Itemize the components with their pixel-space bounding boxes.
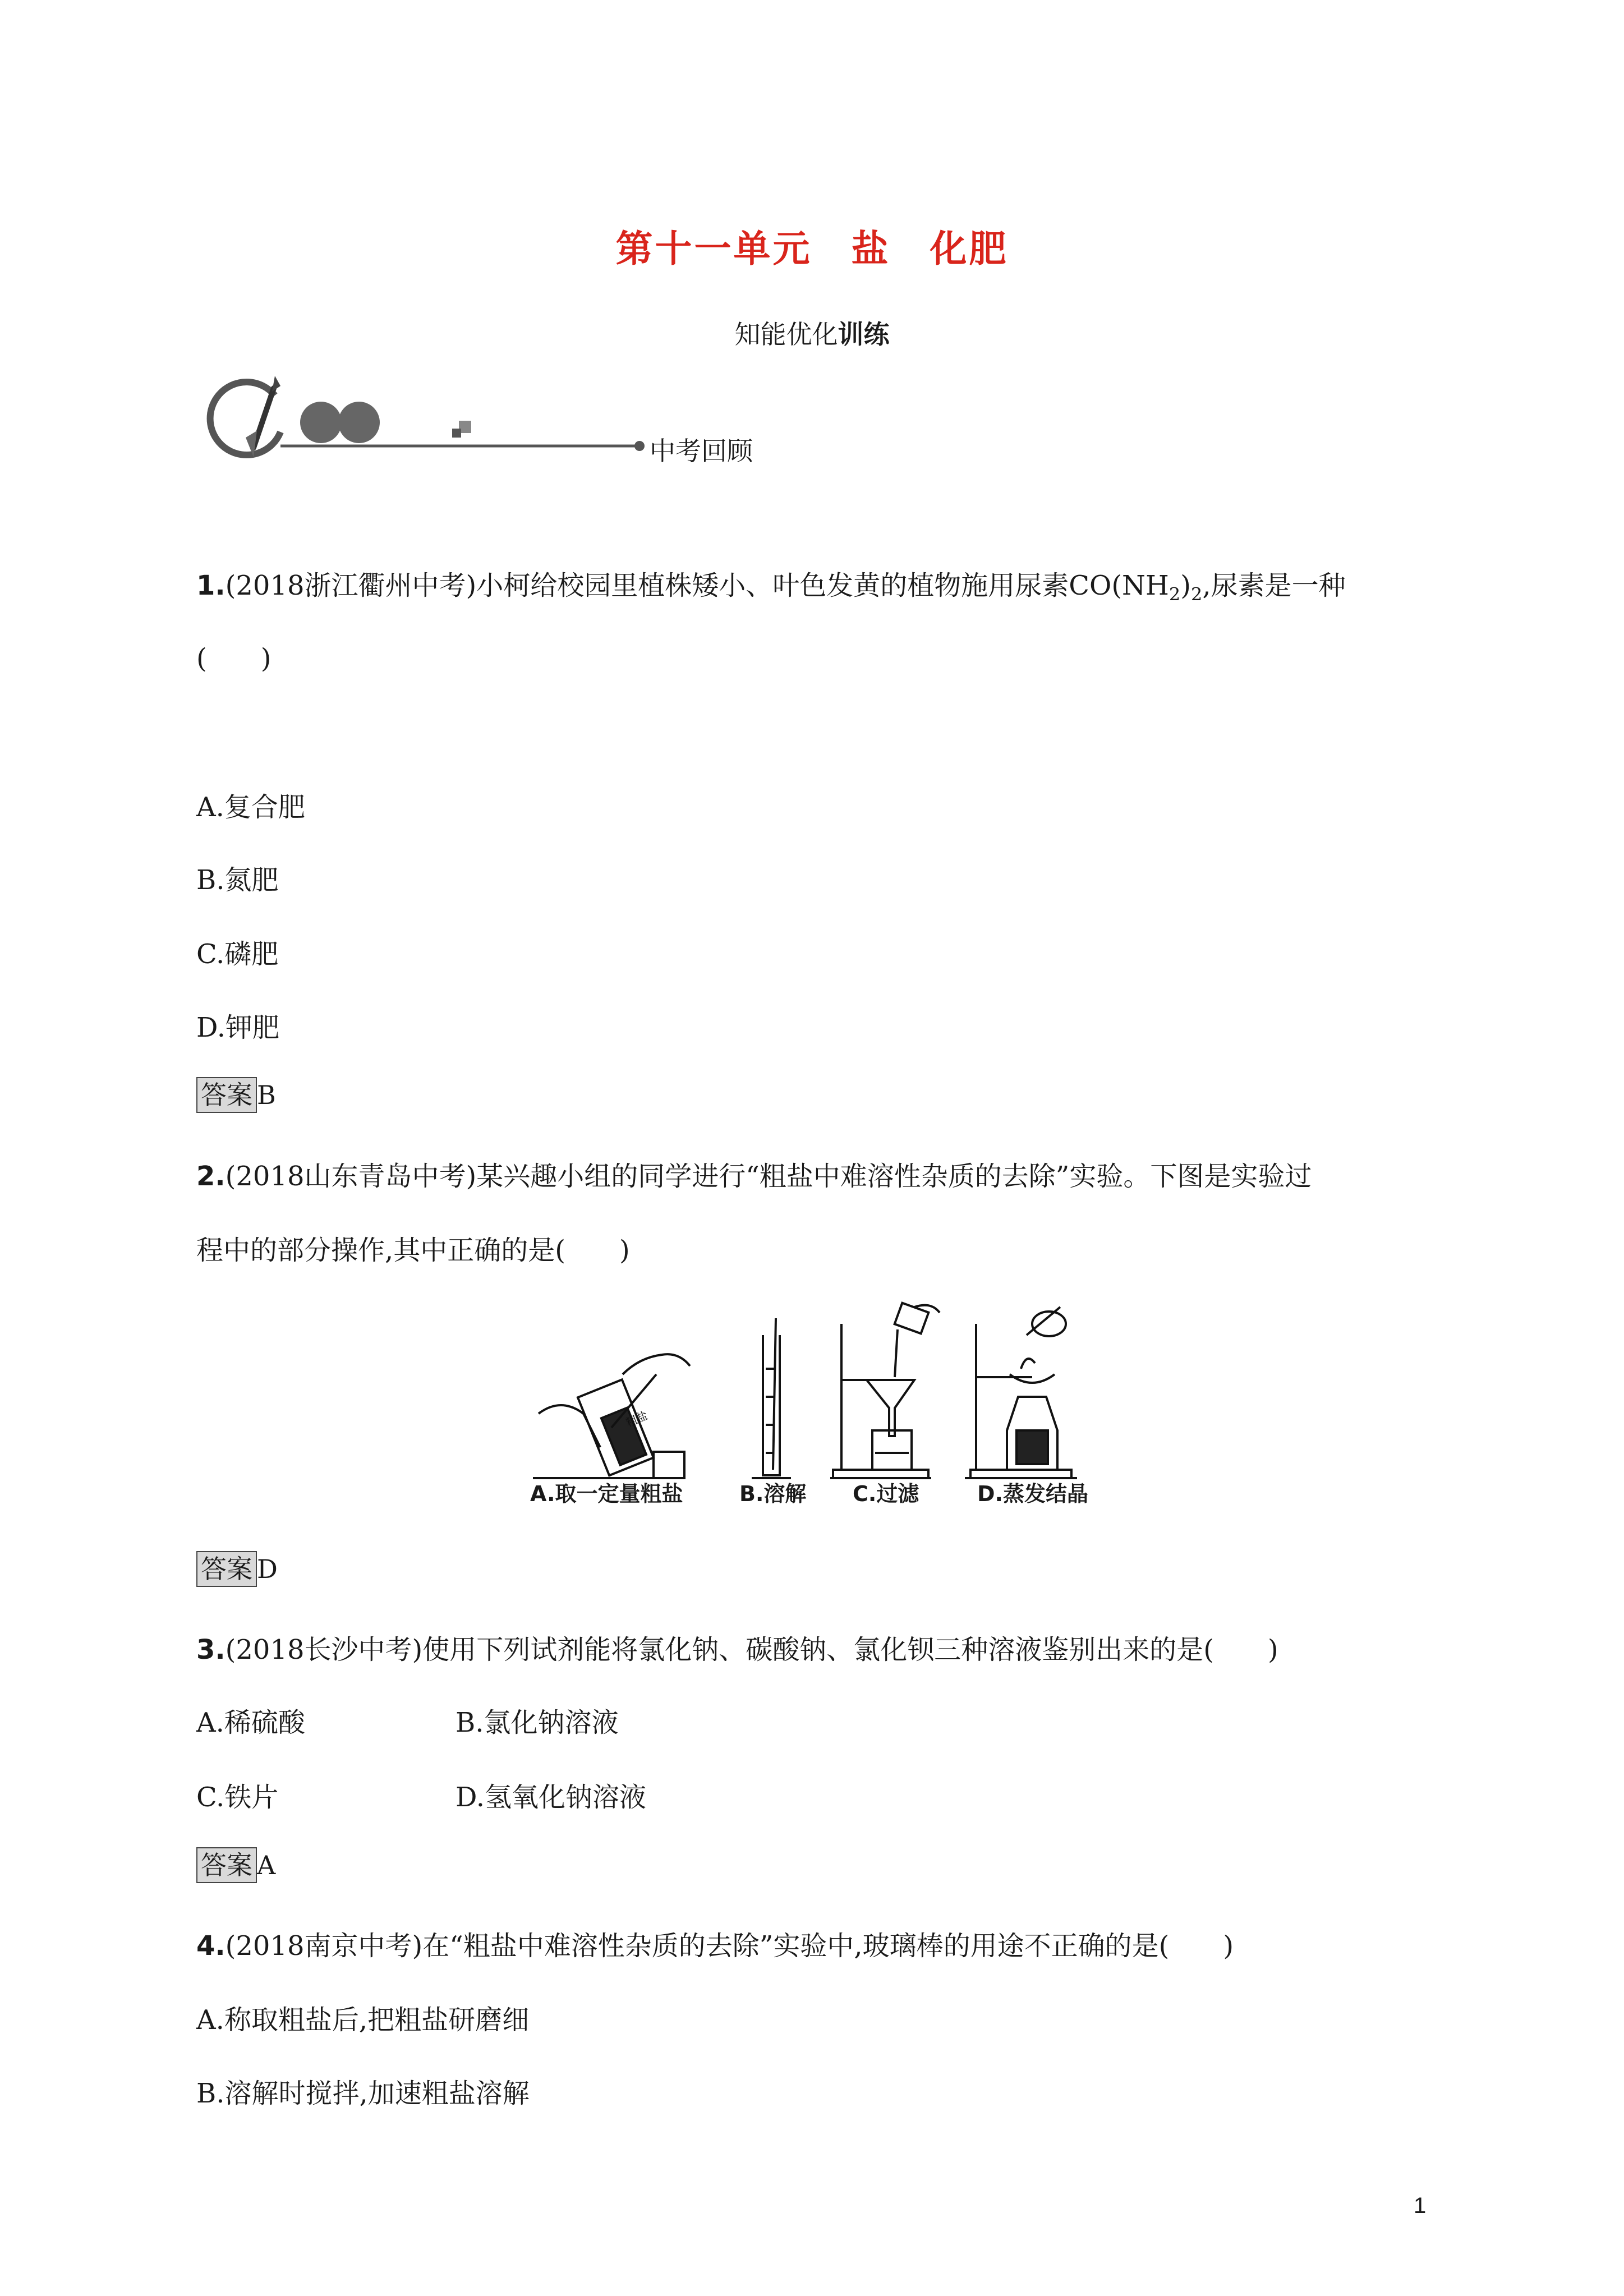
option-c: C.磷肥 bbox=[196, 938, 279, 970]
figure-c-filter bbox=[830, 1303, 940, 1478]
option-a: A.称取粗盐后,把粗盐研磨细 bbox=[196, 2004, 530, 2036]
subscript: 2 bbox=[1191, 583, 1203, 605]
answer-blank: ( ) bbox=[196, 643, 272, 674]
question-3 bbox=[196, 1628, 1278, 1667]
question-text: ) bbox=[1180, 570, 1191, 601]
answer-row-2 bbox=[196, 1551, 278, 1587]
answer-value: A bbox=[257, 1850, 276, 1880]
subtitle-bold-text: 训练 bbox=[838, 319, 890, 349]
option-b: B.氯化钠溶液 bbox=[456, 1707, 619, 1738]
option-a: A.稀硫酸 bbox=[196, 1707, 305, 1738]
figure-a-take-salt bbox=[533, 1354, 690, 1478]
brush-circle-icon bbox=[210, 376, 280, 457]
question-text: (2018山东青岛中考)某兴趣小组的同学进行“粗盐中难溶性杂质的去除”实验。下图是实验过 bbox=[225, 1161, 1312, 1192]
question-number: 1. bbox=[196, 570, 226, 601]
answer-value: B bbox=[257, 1080, 276, 1110]
page-subtitle bbox=[0, 314, 1624, 351]
answer-label: 答案 bbox=[196, 1077, 257, 1113]
question-4 bbox=[196, 1924, 1234, 1963]
question-number: 2. bbox=[196, 1161, 226, 1192]
figure-b-dissolve bbox=[752, 1318, 791, 1478]
question-1 bbox=[196, 564, 1346, 605]
question-text: (2018长沙中考)使用下列试剂能将氯化钠、碳酸钠、氯化钡三种溶液鉴别出来的是( ) bbox=[225, 1634, 1278, 1665]
option-b: B.氮肥 bbox=[196, 864, 279, 896]
figure-d-evaporate bbox=[965, 1307, 1077, 1478]
option-d: D.氢氧化钠溶液 bbox=[456, 1782, 647, 1813]
answer-label: 答案 bbox=[196, 1847, 257, 1883]
caption-b: B.溶解 bbox=[739, 1481, 807, 1506]
option-c: C.铁片 bbox=[196, 1782, 279, 1813]
option-a: A.复合肥 bbox=[196, 792, 305, 823]
answer-value: D bbox=[257, 1554, 278, 1584]
page-title: 第十一单元 盐 化肥 bbox=[615, 227, 1009, 270]
section-label: 中考回顾 bbox=[650, 436, 753, 466]
question-text: (2018南京中考)在“粗盐中难溶性杂质的去除”实验中,玻璃棒的用途不正确的是( ) bbox=[225, 1930, 1234, 1962]
decor-dot-2 bbox=[338, 402, 380, 443]
answer-label: 答案 bbox=[196, 1551, 257, 1587]
option-d: D.钾肥 bbox=[196, 1012, 280, 1043]
experiment-figure bbox=[527, 1301, 1122, 1487]
question-number: 4. bbox=[196, 1930, 226, 1962]
decor-dot-1 bbox=[300, 402, 342, 443]
caption-c: C.过滤 bbox=[853, 1481, 919, 1506]
question-number: 3. bbox=[196, 1634, 226, 1665]
answer-row-3 bbox=[196, 1847, 275, 1883]
question-text: (2018浙江衢州中考)小柯给校园里植株矮小、叶色发黄的植物施用尿素CO(NH bbox=[225, 570, 1169, 601]
option-b: B.溶解时搅拌,加速粗盐溶解 bbox=[196, 2078, 530, 2109]
answer-row-1 bbox=[196, 1077, 276, 1113]
question-2 bbox=[196, 1154, 1312, 1193]
subscript: 2 bbox=[1168, 583, 1181, 605]
question-text: ,尿素是一种 bbox=[1202, 570, 1346, 601]
page-number: 1 bbox=[1414, 2193, 1427, 2218]
subtitle-text: 知能优化 bbox=[734, 319, 838, 349]
section-header-decoration bbox=[191, 365, 651, 471]
question-2-cont: 程中的部分操作,其中正确的是( ) bbox=[196, 1235, 630, 1266]
caption-d: D.蒸发结晶 bbox=[977, 1481, 1088, 1506]
figure-a-label: 粗盐 bbox=[623, 1409, 650, 1430]
caption-a: A.取一定量粗盐 bbox=[530, 1481, 683, 1506]
